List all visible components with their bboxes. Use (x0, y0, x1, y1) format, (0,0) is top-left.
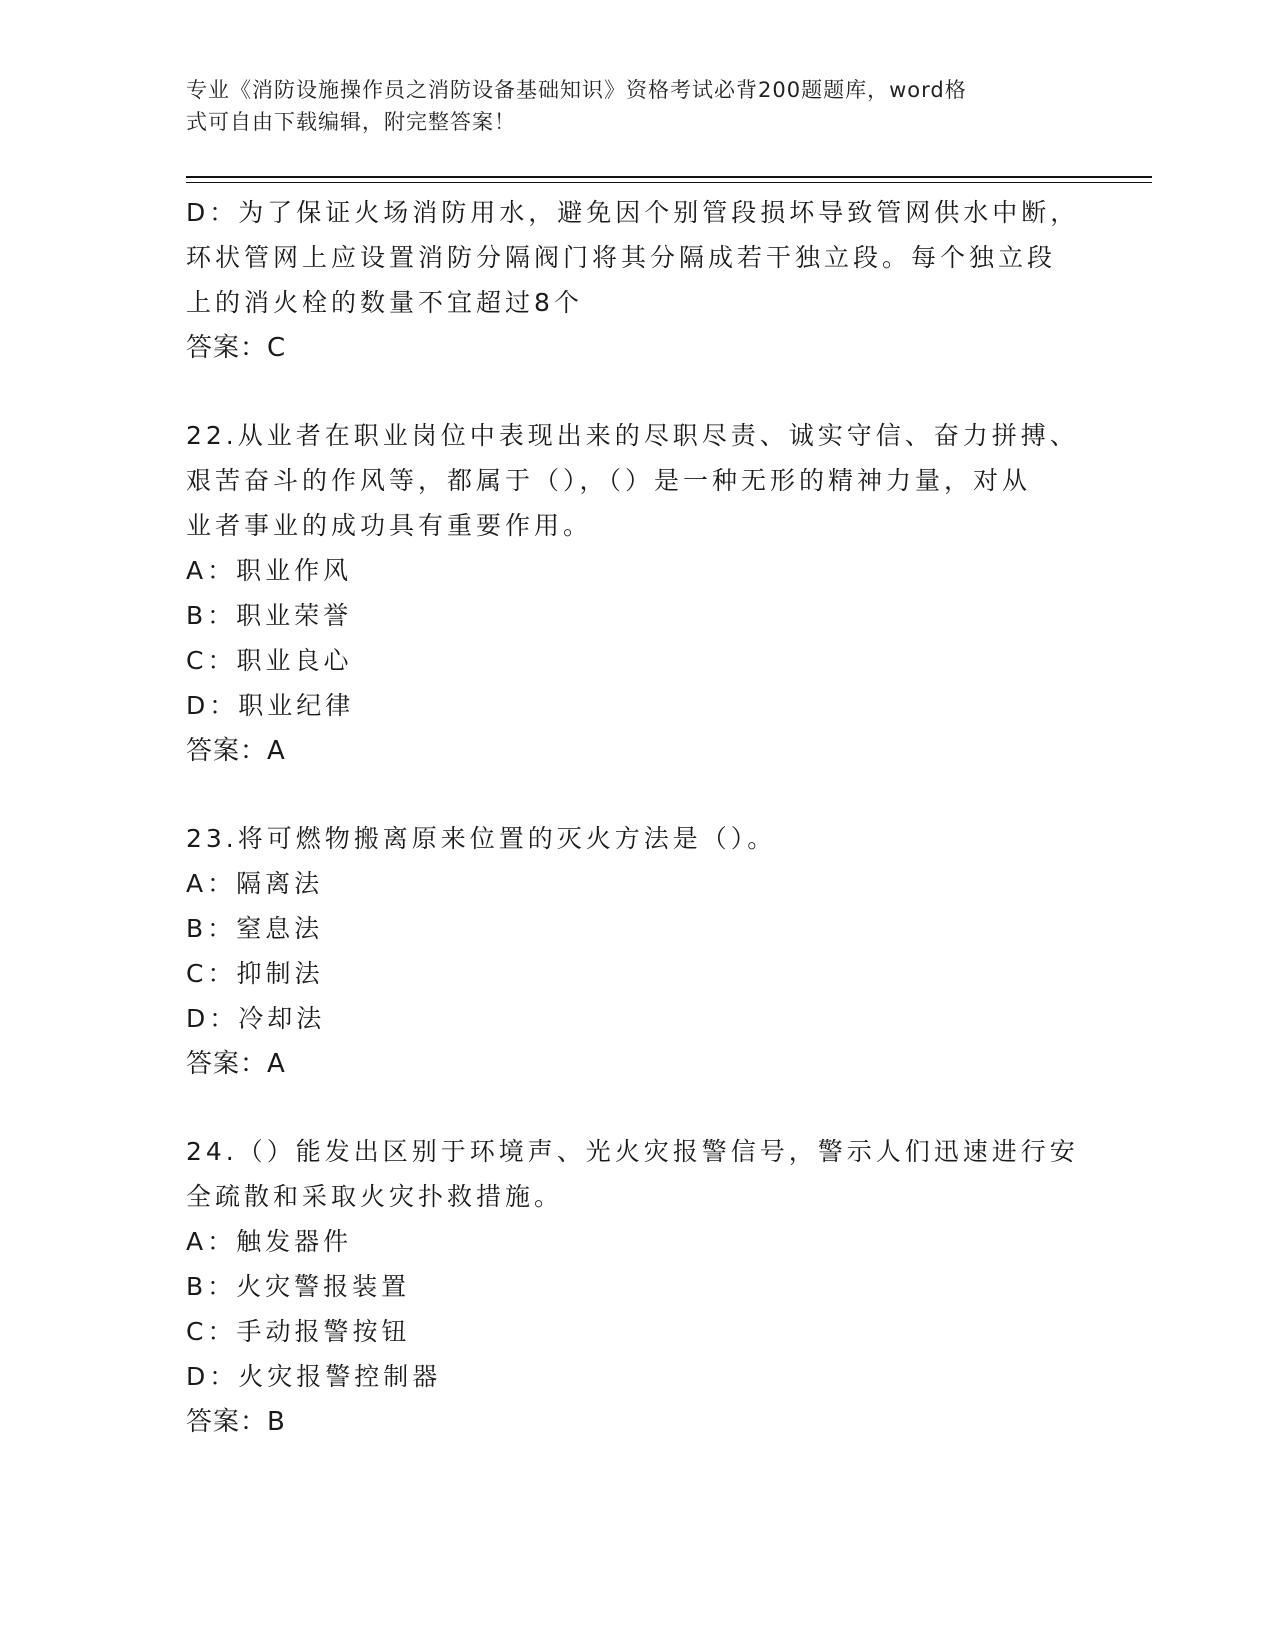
option-d: D：职业纪律 (186, 691, 355, 720)
document-body (186, 190, 1086, 1445)
header-line-1: 专业《消防设施操作员之消防设备基础知识》资格考试必背200题题库，word格 (186, 78, 967, 102)
question-text-line: 全疏散和采取火灾扑救措施。 (186, 1182, 564, 1211)
option-d-line: D：为了保证火场消防用水，避免因个别管段损坏导致管网供水中断， (186, 198, 1080, 227)
option-a: A：隔离法 (186, 869, 324, 898)
option-c: C：职业良心 (186, 646, 353, 675)
answer-line: 答案：A (186, 1049, 286, 1079)
option-d: D：火灾报警控制器 (186, 1362, 442, 1391)
answer-line: 答案：A (186, 736, 286, 766)
option-d-line: 上的消火栓的数量不宜超过8个 (186, 288, 583, 317)
question-22 (186, 413, 1086, 774)
question-24 (186, 1129, 1086, 1445)
option-b: B：火灾警报装置 (186, 1272, 411, 1301)
header-rule-thin (186, 182, 1152, 183)
question-21-continuation (186, 190, 1086, 371)
question-text-line: 24.（）能发出区别于环境声、光火灾报警信号，警示人们迅速进行安 (186, 1137, 1079, 1166)
question-text-line: 22.从业者在职业岗位中表现出来的尽职尽责、诚实守信、奋力拼搏、 (186, 421, 1079, 450)
document-header (186, 74, 1066, 138)
option-b: B：窒息法 (186, 914, 324, 943)
header-line-2: 式可自由下载编辑，附完整答案！ (186, 110, 516, 134)
option-c: C：手动报警按钮 (186, 1317, 411, 1346)
answer-line: 答案：B (186, 1407, 286, 1437)
question-text-line: 23.将可燃物搬离原来位置的灭火方法是（）。 (186, 824, 777, 853)
option-a: A：触发器件 (186, 1227, 353, 1256)
header-rule-thick (186, 176, 1152, 178)
option-b: B：职业荣誉 (186, 601, 353, 630)
question-text-line: 艰苦奋斗的作风等，都属于（），（）是一种无形的精神力量，对从 (186, 466, 1032, 495)
question-23 (186, 816, 1086, 1087)
option-a: A：职业作风 (186, 556, 353, 585)
question-text-line: 业者事业的成功具有重要作用。 (186, 511, 593, 540)
option-d: D：冷却法 (186, 1004, 326, 1033)
option-c: C：抑制法 (186, 959, 324, 988)
answer-line: 答案：C (186, 333, 287, 363)
option-d-line: 环状管网上应设置消防分隔阀门将其分隔成若干独立段。每个独立段 (186, 243, 1057, 272)
